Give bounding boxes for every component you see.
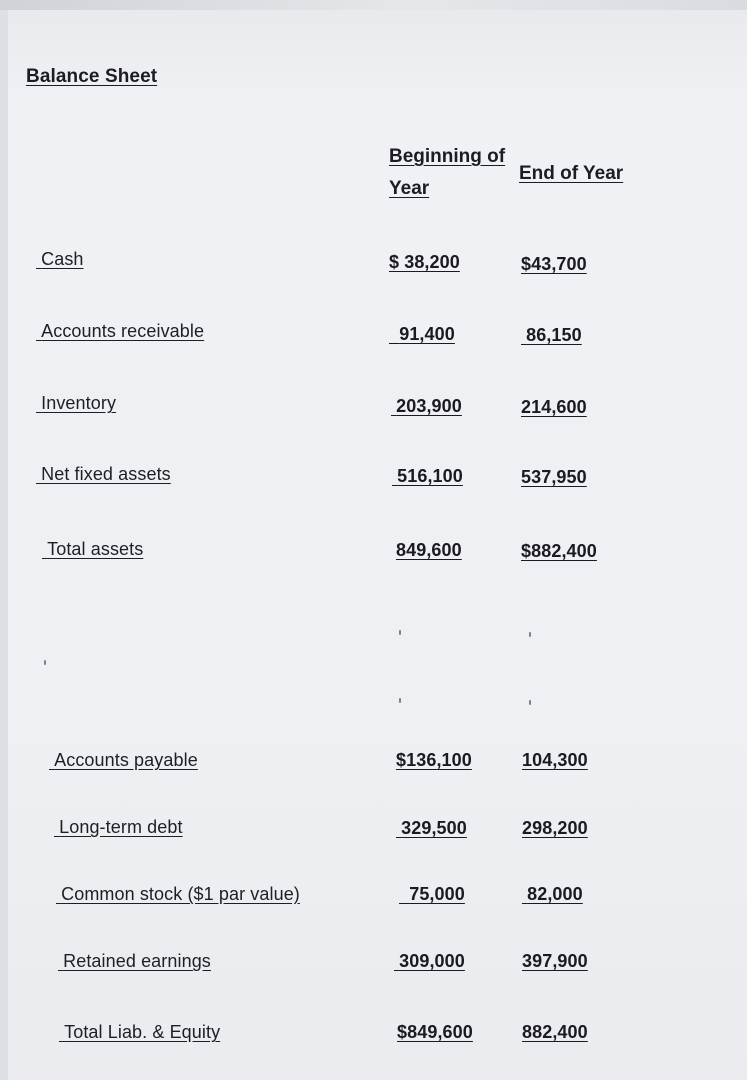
empty-row-mark — [44, 660, 46, 665]
accounts-payable-beginning-value: $136,100 — [396, 750, 472, 770]
common-stock-end-value: 82,000 — [527, 884, 583, 904]
inventory-label: Inventory — [41, 393, 117, 413]
total-liab-equity-label: Total Liab. & Equity — [64, 1022, 221, 1042]
common-stock-beginning-value: 75,000 — [409, 884, 465, 904]
net-fixed-assets-beginning-value: 516,100 — [397, 466, 463, 486]
empty-row-mark — [399, 630, 401, 635]
total-liab-equity-beginning-value: $849,600 — [397, 1022, 473, 1042]
accounts-payable-label: Accounts payable — [54, 750, 198, 770]
retained-earnings-label: Retained earnings — [63, 951, 211, 971]
inventory-beginning-value: 203,900 — [396, 396, 462, 416]
end-of-year-header: End of Year — [519, 163, 624, 184]
long-term-debt-label: Long-term debt — [59, 817, 183, 837]
net-fixed-assets-label: Net fixed assets — [41, 464, 171, 484]
accounts-receivable-beginning-value: 91,400 — [399, 324, 455, 344]
empty-row-mark — [529, 700, 531, 705]
long-term-debt-beginning-value: 329,500 — [401, 818, 467, 838]
top-edge — [0, 0, 747, 10]
cash-label: Cash — [41, 249, 84, 269]
total-assets-beginning-value: 849,600 — [396, 540, 462, 560]
total-assets-end-value: $882,400 — [521, 541, 597, 561]
empty-row-mark — [399, 698, 401, 703]
left-edge — [0, 10, 8, 1080]
accounts-receivable-label: Accounts receivable — [41, 321, 205, 341]
cash-beginning-value: $ 38,200 — [389, 252, 460, 272]
retained-earnings-beginning-value: 309,000 — [399, 951, 465, 971]
inventory-end-value: 214,600 — [521, 397, 587, 417]
total-assets-label: Total assets — [47, 539, 144, 559]
cash-end-value: $43,700 — [521, 254, 587, 274]
beginning-of-year-header: Beginning of Year — [389, 146, 506, 199]
page-title: Balance Sheet — [26, 66, 158, 87]
accounts-payable-end-value: 104,300 — [522, 750, 588, 770]
empty-row-mark — [529, 632, 531, 637]
common-stock-label: Common stock ($1 par value) — [61, 884, 300, 904]
total-liab-equity-end-value: 882,400 — [522, 1022, 588, 1042]
accounts-receivable-end-value: 86,150 — [526, 325, 582, 345]
net-fixed-assets-end-value: 537,950 — [521, 467, 587, 487]
retained-earnings-end-value: 397,900 — [522, 951, 588, 971]
long-term-debt-end-value: 298,200 — [522, 818, 588, 838]
